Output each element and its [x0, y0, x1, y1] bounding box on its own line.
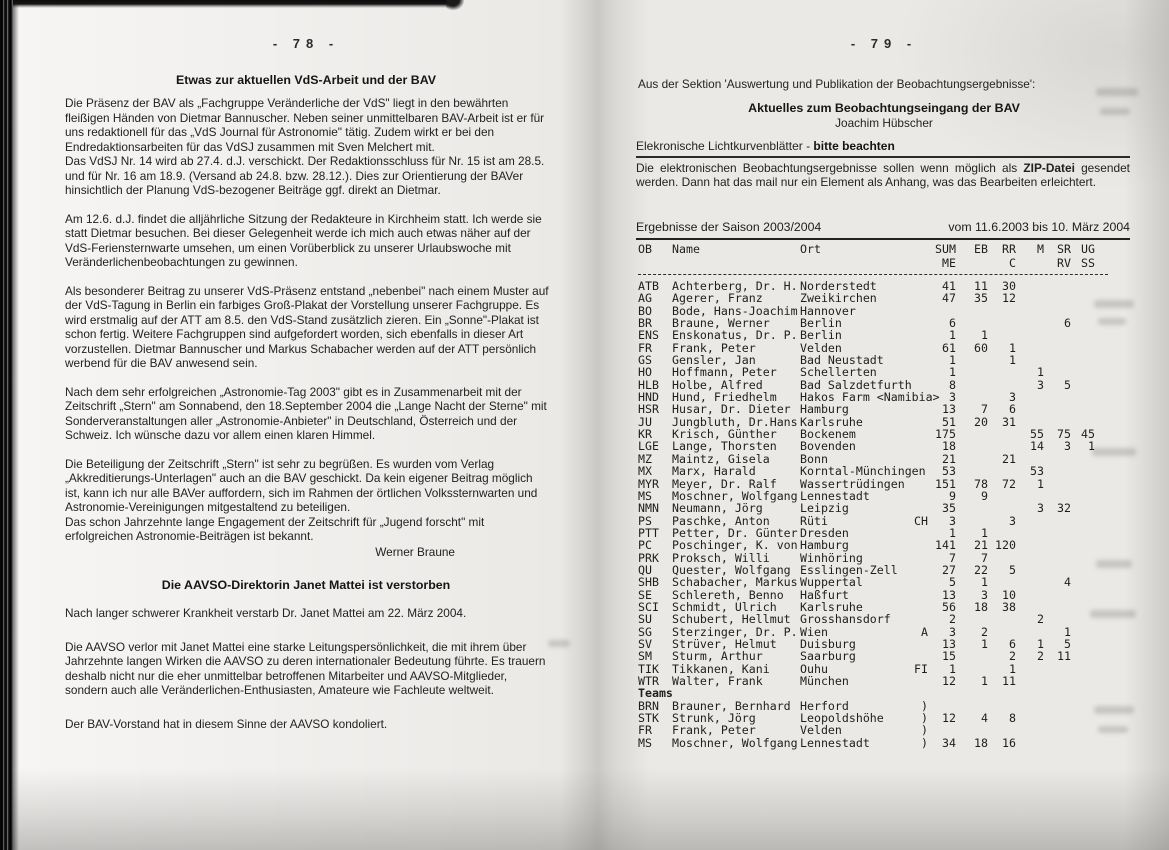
col-sum: 12: [942, 711, 956, 726]
col-m: 14: [1030, 439, 1044, 454]
location: Bad Neustadt: [800, 353, 884, 368]
col-rr: 30: [1002, 279, 1016, 293]
notice-text-bold: ZIP-Datei: [1023, 161, 1075, 175]
observer-name: Schmidt, Ulrich: [672, 599, 777, 614]
observer-name: Marx, Harald: [672, 464, 756, 479]
col-m: 53: [1030, 464, 1044, 479]
results-table-rows: [638, 280, 1132, 687]
obs-code: KR: [638, 427, 652, 442]
col-sum: 27: [942, 562, 956, 577]
scan-edge-left: [0, 0, 20, 850]
col-sum: 18: [942, 439, 956, 454]
observer-name: Schubert, Hellmut: [672, 612, 791, 627]
col-rr: 72: [1002, 476, 1016, 491]
location: Rüti: [800, 513, 828, 528]
col-sum: 3: [949, 390, 956, 405]
observer-name: Schabacher, Markus: [672, 575, 798, 590]
observer-name: Brauner, Bernhard: [672, 698, 791, 713]
col-sum: 21: [942, 451, 956, 466]
observer-name: Maintz, Gisela: [672, 451, 770, 466]
obs-code: OB: [638, 242, 652, 256]
signature: Werner Braune: [375, 544, 455, 559]
observer-name: Walter, Frank: [672, 674, 763, 688]
col-rr: 21: [1002, 451, 1016, 466]
teams-label: Teams: [638, 686, 673, 701]
col-eb: 18: [974, 735, 988, 750]
country-or-bracket: CH: [914, 513, 928, 528]
observer-name: Gensler, Jan: [672, 353, 756, 368]
col-rr: 6: [1009, 636, 1016, 651]
obs-code: MX: [638, 464, 652, 479]
col-eb: EB: [974, 242, 988, 256]
table-row: [638, 502, 1132, 514]
obs-code: BO: [638, 303, 652, 318]
location: Ouhu: [800, 661, 828, 676]
obs-code: SHB: [638, 575, 659, 590]
col-eb: 60: [974, 340, 988, 355]
col-sr: 11: [1057, 649, 1071, 664]
article2-body: [65, 606, 549, 731]
col-eb: 20: [974, 414, 988, 429]
location: Herford: [800, 698, 849, 713]
obs-code: NMN: [638, 501, 659, 516]
col-m: 1: [1037, 365, 1044, 380]
article2-title: Die AAVSO-Direktorin Janet Mattei ist verstorben: [161, 578, 451, 592]
table-row: [638, 576, 1132, 588]
col-ug: SS: [1081, 255, 1095, 270]
observer-name: Quester, Wolfgang: [672, 562, 791, 577]
table-row: [638, 440, 1132, 452]
results-table: [638, 243, 1132, 749]
report-author: Joachim Hübscher: [835, 116, 933, 130]
obs-code: SM: [638, 649, 652, 664]
location: Leopoldshöhe: [800, 711, 884, 726]
paragraph: Am 12.6. d.J. findet die alljährliche Sitzung der Redakteure in Kirchheim statt. Ich werde sie statt Dietmar besuchen. Bei dieser Gelegenheit werde ich mich auch etwas näher auf der VdS-Feriensternwarte umsehen, um einen Vorüberblick zu unserer Urlaubswoche mit Veränderlichenbeobachtungen zu gewinnen.: [65, 211, 542, 269]
left-page: [63, 0, 549, 850]
observer-name: Frank, Peter: [672, 723, 756, 738]
col-sr: 32: [1057, 501, 1071, 516]
col-rr: 5: [1009, 562, 1016, 577]
location: Bonn: [800, 451, 828, 466]
section-line: Aus der Sektion 'Auswertung und Publikation der Beobachtungsergebnisse':: [638, 77, 1036, 91]
observer-name: Hoffmann, Peter: [672, 365, 777, 380]
observer-name: Tikkanen, Kani: [672, 661, 770, 676]
location: München: [800, 674, 849, 688]
col-rr: 1: [1009, 340, 1016, 355]
col-rr: 1: [1009, 661, 1016, 676]
col-eb: 7: [981, 402, 988, 417]
col-rr: 10: [1002, 587, 1016, 602]
obs-code: PTT: [638, 525, 659, 540]
col-m: M: [1037, 242, 1044, 256]
col-sr: 5: [1064, 377, 1071, 392]
col-eb: 1: [981, 525, 988, 540]
col-sum: 47: [942, 291, 956, 306]
table-row: [638, 650, 1132, 662]
paragraph: Nach dem sehr erfolgreichen „Astronomie-Tag 2003" gibt es in Zusammenarbeit mit der Zeitschrift „Stern" am Sonnabend, den 18.September 2004 die „Lange Nacht der Sterne" mit Sonderveranstaltungen aller „Astronomie-Anbieter" in Deutschland, Österreich und der Schweiz. Ich wünsche dazu vor allem einen klaren Himmel.: [65, 384, 547, 442]
observer-name: Strunk, Jörg: [672, 711, 756, 726]
table-row: [638, 403, 1132, 415]
notice-text: Die elektronischen Beobachtungsergebnisse sollen wenn möglich als: [636, 161, 1024, 175]
col-sr: 4: [1064, 575, 1071, 590]
location: Winhöring: [800, 550, 863, 565]
notice-text: gesendet werden. Dann hat das mail nur ein Element als Anhang, was das Bearbeiten erleichtert.: [636, 161, 1130, 189]
paragraph: Der BAV-Vorstand hat in diesem Sinne der AAVSO kondoliert.: [65, 716, 388, 731]
observer-name: Jungbluth, Dr.Hans: [672, 414, 798, 429]
col-sum: 13: [942, 636, 956, 651]
obs-code: GS: [638, 353, 652, 368]
col-sum: 56: [942, 599, 956, 614]
col-sum: 15: [942, 649, 956, 664]
article1-title: Etwas zur aktuellen VdS-Arbeit und der BAV: [175, 73, 436, 87]
col-sum: 1: [949, 328, 956, 343]
location: Korntal-Münchingen: [800, 464, 926, 479]
obs-code: QU: [638, 562, 652, 577]
observer-name: Bode, Hans-Joachim: [672, 303, 798, 318]
obs-code: HLB: [638, 377, 659, 392]
results-table-header: [638, 243, 1132, 270]
obs-code: HO: [638, 365, 652, 380]
observer-name: Enskonatus, Dr. P.: [672, 328, 798, 343]
obs-code: MS: [638, 488, 652, 503]
location: Velden: [800, 723, 842, 738]
col-sum: 13: [942, 402, 956, 417]
observer-name: Achterberg, Dr. H.: [672, 279, 798, 293]
country-or-bracket: ): [921, 711, 928, 726]
col-sum: SUM: [935, 242, 956, 256]
col-sr: SR: [1057, 242, 1071, 256]
location: Wien: [800, 624, 828, 639]
observer-name: Moschner, Wolfgang: [672, 735, 798, 750]
col-sum: 1: [949, 525, 956, 540]
observer-name: Agerer, Franz: [672, 291, 763, 306]
obs-code: PC: [638, 538, 652, 553]
obs-code: ATB: [638, 279, 659, 293]
table-row: [638, 465, 1132, 477]
location: Norderstedt: [800, 279, 877, 293]
obs-code: STK: [638, 711, 659, 726]
col-eb: 2: [981, 624, 988, 639]
table-row: [638, 478, 1132, 490]
location: Karlsruhe: [800, 599, 863, 614]
col-sum: 3: [949, 624, 956, 639]
obs-code: BR: [638, 316, 652, 331]
col-eb: 1: [981, 674, 988, 688]
location: Duisburg: [800, 636, 856, 651]
col-sum: 9: [949, 488, 956, 503]
observer-name: Name: [672, 242, 700, 256]
table-caption-left: Ergebnisse der Saison 2003/2004: [636, 220, 822, 234]
country-or-bracket: ): [921, 723, 928, 738]
col-ug: UG: [1081, 242, 1095, 256]
col-sum: 1: [949, 365, 956, 380]
observer-name: Sturm, Arthur: [672, 649, 763, 664]
observer-name: Lange, Thorsten: [672, 439, 777, 454]
article1-body: [65, 96, 549, 559]
country-or-bracket: ): [921, 698, 928, 713]
page-number-78: - 78 -: [272, 36, 340, 51]
col-ug: 45: [1081, 427, 1095, 442]
obs-code: WTR: [638, 674, 659, 688]
table-row: [638, 366, 1132, 378]
col-eb: 3: [981, 587, 988, 602]
obs-code: JU: [638, 414, 652, 429]
location: Grosshansdorf: [800, 612, 891, 627]
col-m: 3: [1037, 501, 1044, 516]
col-eb: 1: [981, 328, 988, 343]
observer-name: Krisch, Günther: [672, 427, 777, 442]
location: Zweikirchen: [800, 291, 877, 306]
location: Esslingen-Zell: [800, 562, 898, 577]
col-sum: 53: [942, 464, 956, 479]
location: Bad Salzdetfurth: [800, 377, 912, 392]
obs-code: SV: [638, 636, 652, 651]
col-sum: 61: [942, 340, 956, 355]
col-eb: 1: [981, 575, 988, 590]
col-eb: 22: [974, 562, 988, 577]
obs-code: FR: [638, 723, 652, 738]
col-rr: 6: [1009, 402, 1016, 417]
obs-code: LGE: [638, 439, 659, 454]
scan-edge-blob: [446, 0, 464, 10]
location: Wassertrüdingen: [800, 476, 905, 491]
notice-heading-bold: bitte beachten: [813, 139, 895, 153]
country-or-bracket: A: [921, 624, 928, 639]
observer-name: Meyer, Dr. Ralf: [672, 476, 777, 491]
bleedthrough-smudge: [548, 640, 570, 647]
location: Leipzig: [800, 501, 849, 516]
col-sr: 75: [1057, 427, 1071, 442]
col-eb: 7: [981, 550, 988, 565]
results-table-team-rows: [638, 700, 1132, 749]
col-eb: 78: [974, 476, 988, 491]
col-rr: 8: [1009, 711, 1016, 726]
paragraph: Nach langer schwerer Krankheit verstarb Dr. Janet Mattei am 22. März 2004.: [65, 606, 467, 620]
col-sum: 1: [949, 353, 956, 368]
paragraph: Die Beteiligung der Zeitschrift „Stern" ist sehr zu begrüßen. Es wurden vom Verlag „Akkreditierungs-Unterlagen" auch an die BAV geschickt. Da kein eigener Beitrag möglich ist, kann ich nur alle BAVer auffordern, sich im Rahmen der örtlichen Volkssternwarten und Astronomie-Vereinigungen mitgestaltend zu beteiligen.: [65, 456, 538, 514]
observer-name: Hund, Friedhelm: [672, 390, 777, 405]
col-sr: 3: [1064, 439, 1071, 454]
col-rr: 3: [1009, 513, 1016, 528]
col-sum: 8: [949, 377, 956, 392]
location: Berlin: [800, 316, 842, 331]
col-eb: 9: [981, 488, 988, 503]
observer-name: Moschner, Wolfgang: [672, 488, 798, 503]
col-eb: 35: [974, 291, 988, 306]
col-sum: 13: [942, 587, 956, 602]
obs-code: PS: [638, 513, 652, 528]
col-eb: 1: [981, 636, 988, 651]
col-rr: RR: [1002, 242, 1016, 256]
col-ug: 1: [1088, 439, 1095, 454]
col-sr: 6: [1064, 316, 1071, 331]
col-sum: 141: [935, 538, 956, 553]
obs-code: BRN: [638, 698, 659, 713]
paragraph: Die AAVSO verlor mit Janet Mattei eine starke Leitungspersönlichkeit, die mit ihrem über Jahrzehnte langen Wirken die AAVSO zu deren internationaler Bedeutung führte. Es trauern deshalb nicht nur die eher unmittelbar betroffenen Mitarbeiter und AAVSO-Mitglieder, sondern auch alle Veränderlichen-Enthusiasten, Amateure wie Fachleute weltweit.: [65, 639, 546, 697]
col-sr: RV: [1057, 255, 1071, 270]
observer-name: Strüver, Helmut: [672, 636, 777, 651]
observer-name: Poschinger, K. von: [672, 538, 798, 553]
col-sr: 1: [1064, 624, 1071, 639]
observer-name: Husar, Dr. Dieter: [672, 402, 791, 417]
location: Ort: [800, 242, 821, 256]
obs-code: MS: [638, 735, 652, 750]
col-eb: 18: [974, 599, 988, 614]
location: Lennestadt: [800, 735, 870, 750]
observer-name: Sterzinger, Dr. P.: [672, 624, 798, 639]
obs-code: SE: [638, 587, 652, 602]
observer-name: Neumann, Jörg: [672, 501, 763, 516]
col-sum: 151: [935, 476, 956, 491]
notice-heading: [636, 139, 1130, 158]
col-sum: 3: [949, 513, 956, 528]
obs-code: SG: [638, 624, 652, 639]
obs-code: HSR: [638, 402, 659, 417]
col-eb: 21: [974, 538, 988, 553]
location: Bockenem: [800, 427, 856, 442]
col-m: 3: [1037, 377, 1044, 392]
col-rr: 38: [1002, 599, 1016, 614]
table-caption: [636, 220, 1130, 240]
col-sum: 41: [942, 279, 956, 293]
col-sum: 51: [942, 414, 956, 429]
obs-code: FR: [638, 340, 652, 355]
paragraph: Die Präsenz der BAV als „Fachgruppe Veränderliche der VdS" liegt in den bewährten fleißigen Händen von Dietmar Bannuscher. Neben seiner unmittelbaren BAV-Arbeit ist er für uns redaktionell für das „VdS Journal für Astronomie" tätig. Zudem wirkt er bei den Endredaktionsarbeiten für das VdSJ zusammen mit Sven Melchert mit.: [65, 96, 545, 154]
paragraph: Als besonderer Beitrag zu unserer VdS-Präsenz entstand „nebenbei" nach einem Muster auf der VdS-Tagung in Berlin ein farbiges Groß-Plakat der Vorstellung unserer Fachgruppe. Es wird erstmalig auf der ATT am 8.5. den VdS-Stand zusätzlich zieren. Ein „Sonne"-Plakat ist schon fertig. Weitere Fachgruppen sind aufgefordert worden, sich ebenfalls in dieser Art vorzustellen. Dietmar Bannuscher und Markus Schabacher werden auf der ATT persönlich werbend für die BAV anwesend sein.: [65, 283, 549, 370]
col-rr: 12: [1002, 291, 1016, 306]
col-rr: 2: [1009, 649, 1016, 664]
right-page: [636, 0, 1132, 850]
col-sum: 34: [942, 735, 956, 750]
col-sum: ME: [942, 255, 956, 270]
col-eb: 11: [974, 279, 988, 293]
obs-code: ENS: [638, 328, 659, 343]
table-row: [638, 675, 1132, 687]
col-sum: 12: [942, 674, 956, 688]
paragraph: Das VdSJ Nr. 14 wird ab 27.4. d.J. verschickt. Der Redaktionsschluss für Nr. 15 ist am 28.5. und für Nr. 16 am 18.9. (Versand ab 24.8. bzw. 28.12.). Dies zur Orientierung der BAVer hinsichtlich der Planung VdS-bezogener Beiträge ggf. direkt an Dietmar.: [65, 154, 545, 197]
location: Hannover: [800, 303, 856, 318]
table-row: [638, 724, 1132, 736]
dashed-divider: [638, 274, 1108, 275]
observer-name: Holbe, Alfred: [672, 377, 763, 392]
col-rr: 31: [1002, 414, 1016, 429]
obs-code: TIK: [638, 661, 659, 676]
obs-code: SU: [638, 612, 652, 627]
col-sum: 7: [949, 550, 956, 565]
observer-name: Braune, Werner: [672, 316, 770, 331]
table-row: [638, 292, 1132, 304]
page-number-79: - 79 -: [850, 36, 918, 51]
table-row: [638, 257, 1132, 271]
col-sum: 5: [949, 575, 956, 590]
col-sr: 5: [1064, 636, 1071, 651]
observer-name: Frank, Peter: [672, 340, 756, 355]
observer-name: Petter, Dr. Günter: [672, 525, 798, 540]
location: Bovenden: [800, 439, 856, 454]
location: Saarburg: [800, 649, 856, 664]
col-sum: 35: [942, 501, 956, 516]
col-rr: 3: [1009, 390, 1016, 405]
observer-name: Proksch, Willi: [672, 550, 770, 565]
col-sum: 6: [949, 316, 956, 331]
col-rr: 11: [1002, 674, 1016, 688]
observer-name: Schlereth, Benno: [672, 587, 784, 602]
col-sum: 1: [949, 661, 956, 676]
notice-heading-text: Elekronische Lichtkurvenblätter -: [636, 139, 814, 153]
obs-code: PRK: [638, 550, 659, 565]
table-row: [638, 737, 1132, 749]
location: Hamburg: [800, 538, 849, 553]
location: Karlsruhe: [800, 414, 863, 429]
location: Dresden: [800, 525, 849, 540]
location: Lennestadt: [800, 488, 870, 503]
obs-code: MYR: [638, 476, 659, 491]
notice-paragraph: [636, 161, 1130, 189]
location: Haßfurt: [800, 587, 849, 602]
location: Schellerten: [800, 365, 877, 380]
location: Hakos Farm <Namibia>: [800, 390, 940, 405]
obs-code: AG: [638, 291, 652, 306]
col-rr: 16: [1002, 735, 1016, 750]
col-rr: C: [1009, 255, 1016, 270]
scan-edge-top: [13, 0, 455, 8]
col-rr: 1: [1009, 353, 1016, 368]
country-or-bracket: FI: [914, 661, 928, 676]
col-rr: 120: [995, 538, 1016, 553]
table-caption-right: vom 11.6.2003 bis 10. März 2004: [948, 220, 1130, 234]
location: Wuppertal: [800, 575, 863, 590]
obs-code: MZ: [638, 451, 652, 466]
table-row: [638, 613, 1132, 625]
table-row: [638, 329, 1132, 341]
col-m: 2: [1037, 612, 1044, 627]
obs-code: SCI: [638, 599, 659, 614]
paragraph: Das schon Jahrzehnte lange Engagement der Zeitschrift für „Jugend forscht" mit erfolgreichen Astronomie-Beiträgen ist bekannt.: [65, 514, 485, 543]
obs-code: HND: [638, 390, 659, 405]
location: Hamburg: [800, 402, 849, 417]
location: Berlin: [800, 328, 842, 343]
observer-name: Paschke, Anton: [672, 513, 770, 528]
col-sum: 2: [949, 612, 956, 627]
col-m: 1: [1037, 636, 1044, 651]
table-row: [638, 243, 1132, 257]
location: Velden: [800, 340, 842, 355]
col-m: 2: [1037, 649, 1044, 664]
col-m: 1: [1037, 476, 1044, 491]
col-eb: 4: [981, 711, 988, 726]
col-sum: 175: [935, 427, 956, 442]
col-m: 55: [1030, 427, 1044, 442]
country-or-bracket: ): [921, 735, 928, 750]
report-title: Aktuelles zum Beobachtungseingang der BAV: [748, 101, 1020, 115]
table-row: [638, 539, 1132, 551]
